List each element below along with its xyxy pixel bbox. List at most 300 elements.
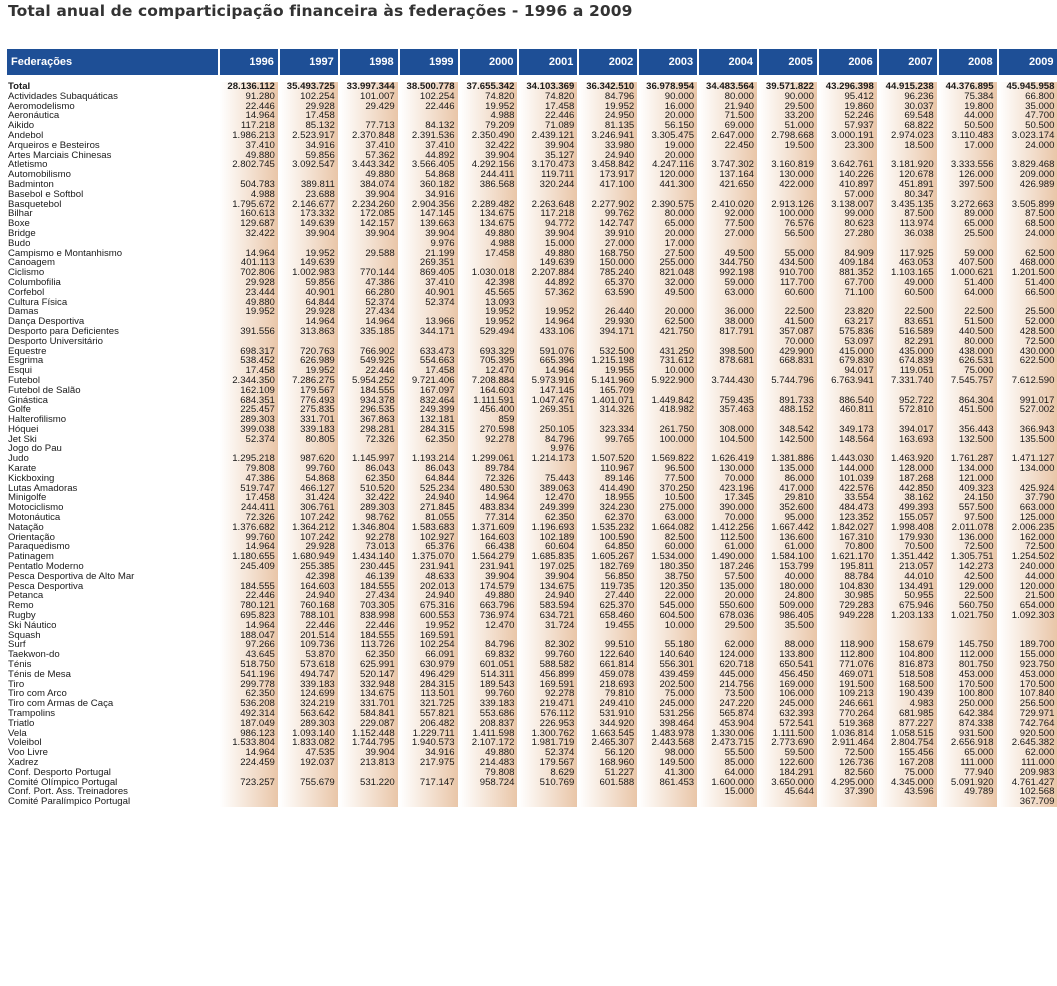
value-cell: 678.036 — [698, 611, 758, 621]
value-cell — [459, 797, 519, 807]
value-cell: 117.925 — [878, 249, 938, 259]
value-cell: 32.000 — [638, 278, 698, 288]
value-cell: 134.675 — [459, 219, 519, 229]
value-cell: 22.446 — [518, 111, 578, 121]
value-cell: 62.350 — [339, 474, 399, 484]
value-cell: 459.078 — [578, 670, 638, 680]
value-cell: 3.642.761 — [818, 160, 878, 170]
value-cell: 463.053 — [878, 258, 938, 268]
value-cell: 19.952 — [459, 102, 519, 112]
value-cell: 187.268 — [878, 474, 938, 484]
federation-name-cell: Tiro — [7, 680, 219, 690]
value-cell: 101.039 — [818, 474, 878, 484]
value-cell: 187.049 — [219, 719, 279, 729]
value-cell: 41.500 — [758, 317, 818, 327]
table-header-row — [7, 49, 1057, 75]
value-cell: 394.017 — [878, 425, 938, 435]
value-cell: 123.352 — [818, 513, 878, 523]
value-cell: 2.410.020 — [698, 200, 758, 210]
value-cell: 72.500 — [998, 542, 1057, 552]
value-cell: 36.978.954 — [638, 82, 698, 92]
value-cell: 96.500 — [638, 464, 698, 474]
value-cell: 600.553 — [399, 611, 459, 621]
value-cell: 1.152.448 — [339, 729, 399, 739]
table-row — [7, 327, 1057, 337]
value-cell: 1.111.591 — [459, 396, 519, 406]
value-cell: 19.955 — [578, 366, 638, 376]
value-cell: 1.295.218 — [219, 454, 279, 464]
value-cell: 560.750 — [938, 601, 998, 611]
value-cell: 119.051 — [878, 366, 938, 376]
value-cell: 891.733 — [758, 396, 818, 406]
federation-name-cell: Comité Olímpico Portugal — [7, 778, 219, 788]
value-cell: 2.523.917 — [279, 131, 339, 141]
value-cell: 135.000 — [698, 582, 758, 592]
value-cell: 15.000 — [518, 239, 578, 249]
value-cell: 3.435.135 — [878, 200, 938, 210]
value-cell: 1.471.127 — [998, 454, 1057, 464]
value-cell: 92.278 — [518, 689, 578, 699]
value-cell: 6.763.941 — [818, 376, 878, 386]
value-cell: 14.964 — [518, 366, 578, 376]
value-cell: 213.813 — [339, 758, 399, 768]
table-row — [7, 405, 1057, 415]
value-cell — [518, 787, 578, 797]
value-cell: 331.701 — [279, 415, 339, 425]
value-cell: 3.305.475 — [638, 131, 698, 141]
value-cell: 59.856 — [279, 151, 339, 161]
value-cell: 160.613 — [219, 209, 279, 219]
value-cell: 89.784 — [459, 464, 519, 474]
value-cell: 20.000 — [638, 307, 698, 317]
federation-name-cell: Jet Ski — [7, 435, 219, 445]
value-cell: 801.750 — [938, 660, 998, 670]
federation-name-cell: Remo — [7, 601, 219, 611]
value-cell: 184.555 — [339, 631, 399, 641]
value-cell: 1.507.520 — [578, 454, 638, 464]
value-cell: 492.314 — [219, 709, 279, 719]
value-cell: 62.370 — [578, 513, 638, 523]
value-cell: 77.500 — [638, 474, 698, 484]
value-cell: 19.952 — [578, 102, 638, 112]
value-cell: 124.000 — [698, 650, 758, 660]
value-cell: 125.000 — [998, 513, 1057, 523]
value-cell: 5.744.796 — [758, 376, 818, 386]
value-cell — [818, 797, 878, 807]
value-cell: 1.346.804 — [339, 523, 399, 533]
value-cell: 231.941 — [459, 562, 519, 572]
value-cell: 155.057 — [878, 513, 938, 523]
value-cell: 2.277.902 — [578, 200, 638, 210]
value-cell: 170.500 — [938, 680, 998, 690]
value-cell: 397.500 — [938, 180, 998, 190]
value-cell: 69.548 — [878, 111, 938, 121]
federation-name-cell: Comité Paralímpico Portugal — [7, 797, 219, 807]
value-cell: 96.236 — [878, 92, 938, 102]
value-cell: 348.542 — [758, 425, 818, 435]
value-cell: 556.301 — [638, 660, 698, 670]
value-cell: 39.904 — [339, 748, 399, 758]
value-cell: 66.280 — [339, 288, 399, 298]
value-cell — [938, 621, 998, 631]
value-cell: 75.384 — [938, 92, 998, 102]
value-cell: 22.500 — [758, 307, 818, 317]
value-cell: 2.006.235 — [998, 523, 1057, 533]
value-cell: 64.850 — [578, 542, 638, 552]
value-cell: 70.000 — [698, 474, 758, 484]
value-cell: 19.952 — [459, 317, 519, 327]
value-cell: 72.500 — [818, 748, 878, 758]
value-cell: 94.772 — [518, 219, 578, 229]
federation-name-cell: Kickboxing — [7, 474, 219, 484]
value-cell: 17.458 — [399, 366, 459, 376]
value-cell: 80.000 — [938, 337, 998, 347]
value-cell: 94.017 — [818, 366, 878, 376]
value-cell: 384.074 — [339, 180, 399, 190]
value-cell: 42.500 — [938, 572, 998, 582]
value-cell: 550.600 — [698, 601, 758, 611]
value-cell: 120.000 — [638, 170, 698, 180]
federation-name-cell: Pentatlo Moderno — [7, 562, 219, 572]
value-cell: 27.000 — [578, 239, 638, 249]
value-cell: 17.458 — [219, 493, 279, 503]
value-cell: 869.405 — [399, 268, 459, 278]
value-cell: 1.193.214 — [399, 454, 459, 464]
value-cell: 190.439 — [878, 689, 938, 699]
value-cell: 98.000 — [638, 748, 698, 758]
value-cell: 584.841 — [339, 709, 399, 719]
federation-name-cell: Judo — [7, 454, 219, 464]
value-cell: 2.465.307 — [578, 738, 638, 748]
value-cell: 73.500 — [698, 689, 758, 699]
value-cell: 20.000 — [638, 229, 698, 239]
value-cell: 104.800 — [878, 650, 938, 660]
value-cell: 1.111.500 — [758, 729, 818, 739]
value-cell: 84.132 — [399, 121, 459, 131]
value-cell: 931.500 — [938, 729, 998, 739]
value-cell: 50.500 — [998, 121, 1057, 131]
value-cell: 39.904 — [339, 229, 399, 239]
value-cell: 2.390.575 — [638, 200, 698, 210]
value-cell: 423.196 — [698, 484, 758, 494]
table-row — [7, 92, 1057, 102]
value-cell: 44.892 — [399, 151, 459, 161]
value-cell: 25.500 — [938, 229, 998, 239]
value-cell: 149.639 — [518, 258, 578, 268]
value-cell: 44.892 — [518, 278, 578, 288]
value-cell: 2.473.715 — [698, 738, 758, 748]
value-cell — [518, 797, 578, 807]
value-cell: 1.196.693 — [518, 523, 578, 533]
value-cell: 1.685.835 — [518, 552, 578, 562]
value-cell: 65.000 — [638, 219, 698, 229]
value-cell: 99.765 — [578, 435, 638, 445]
value-cell: 296.535 — [339, 405, 399, 415]
value-cell — [219, 787, 279, 797]
value-cell: 49.000 — [878, 278, 938, 288]
value-cell: 90.000 — [638, 92, 698, 102]
value-cell: 53.097 — [818, 337, 878, 347]
value-cell: 27.434 — [339, 307, 399, 317]
value-cell: 2.911.464 — [818, 738, 878, 748]
value-cell: 19.952 — [279, 366, 339, 376]
value-cell: 1.145.997 — [339, 454, 399, 464]
value-cell: 693.329 — [459, 347, 519, 357]
value-cell: 57.500 — [698, 572, 758, 582]
value-cell: 245.409 — [219, 562, 279, 572]
value-cell: 66.438 — [459, 542, 519, 552]
value-cell: 197.025 — [518, 562, 578, 572]
value-cell: 188.047 — [219, 631, 279, 641]
value-cell: 1.215.198 — [578, 356, 638, 366]
value-cell: 57.362 — [339, 151, 399, 161]
table-row — [7, 200, 1057, 210]
federation-name-cell: Ski Náutico — [7, 621, 219, 631]
value-cell: 414.490 — [578, 484, 638, 494]
value-cell: 494.747 — [279, 670, 339, 680]
value-cell: 97.266 — [219, 640, 279, 650]
value-cell: 64.000 — [938, 288, 998, 298]
value-cell: 62.000 — [698, 640, 758, 650]
value-cell: 3.566.405 — [399, 160, 459, 170]
value-cell: 531.256 — [638, 709, 698, 719]
table-row — [7, 689, 1057, 699]
federation-name-cell: Conf. Desporto Portugal — [7, 768, 219, 778]
value-cell: 13.093 — [459, 298, 519, 308]
value-cell: 36.000 — [698, 307, 758, 317]
value-cell: 401.113 — [219, 258, 279, 268]
value-cell: 47.386 — [339, 278, 399, 288]
value-cell: 356.443 — [938, 425, 998, 435]
value-cell: 142.157 — [339, 219, 399, 229]
value-cell: 29.928 — [219, 278, 279, 288]
value-cell: 134.675 — [518, 582, 578, 592]
value-cell: 339.183 — [279, 680, 339, 690]
value-cell: 634.721 — [518, 611, 578, 621]
value-cell: 702.806 — [219, 268, 279, 278]
value-cell: 723.257 — [219, 778, 279, 788]
value-cell: 780.121 — [219, 601, 279, 611]
value-cell: 24.950 — [578, 111, 638, 121]
value-cell: 398.500 — [698, 347, 758, 357]
value-cell: 1.533.804 — [219, 738, 279, 748]
value-cell: 71.500 — [698, 111, 758, 121]
value-cell: 1.569.822 — [638, 454, 698, 464]
value-cell: 180.000 — [758, 582, 818, 592]
value-cell: 72.326 — [459, 474, 519, 484]
value-cell: 275.000 — [638, 503, 698, 513]
value-cell: 429.900 — [758, 347, 818, 357]
value-cell: 625.991 — [339, 660, 399, 670]
value-cell: 1.534.000 — [638, 552, 698, 562]
federation-name-cell: Actividades Subaquáticas — [7, 92, 219, 102]
value-cell: 255.385 — [279, 562, 339, 572]
federation-name-cell: Motociclismo — [7, 503, 219, 513]
value-cell: 9.976 — [399, 239, 459, 249]
value-cell: 661.814 — [578, 660, 638, 670]
value-cell: 23.444 — [219, 288, 279, 298]
value-cell: 422.576 — [818, 484, 878, 494]
value-cell: 878.681 — [698, 356, 758, 366]
value-cell: 1.036.814 — [818, 729, 878, 739]
federation-name-cell: Bilhar — [7, 209, 219, 219]
value-cell: 407.500 — [938, 258, 998, 268]
value-cell: 59.856 — [279, 278, 339, 288]
value-cell: 39.904 — [459, 572, 519, 582]
value-cell: 49.880 — [518, 249, 578, 259]
value-cell: 67.700 — [818, 278, 878, 288]
value-cell: 456.899 — [518, 670, 578, 680]
value-cell: 172.085 — [339, 209, 399, 219]
federation-name-cell: Desporto para Deficientes — [7, 327, 219, 337]
value-cell: 132.181 — [399, 415, 459, 425]
value-cell: 89.000 — [938, 209, 998, 219]
value-cell: 81.055 — [399, 513, 459, 523]
federation-name-cell: Taekwon-do — [7, 650, 219, 660]
value-cell: 770.144 — [339, 268, 399, 278]
value-cell: 133.800 — [758, 650, 818, 660]
value-cell: 2.263.648 — [518, 200, 578, 210]
value-cell: 306.761 — [279, 503, 339, 513]
value-cell: 1.564.279 — [459, 552, 519, 562]
value-cell: 1.583.683 — [399, 523, 459, 533]
value-cell: 25.500 — [998, 307, 1057, 317]
value-cell: 12.470 — [518, 493, 578, 503]
value-cell: 17.458 — [459, 249, 519, 259]
value-cell: 604.500 — [638, 611, 698, 621]
value-cell: 17.000 — [638, 239, 698, 249]
value-cell: 10.000 — [638, 366, 698, 376]
value-cell: 104.500 — [698, 435, 758, 445]
value-cell: 23.820 — [818, 307, 878, 317]
value-cell: 87.500 — [878, 209, 938, 219]
value-cell: 2.344.350 — [219, 376, 279, 386]
value-cell: 1.058.515 — [878, 729, 938, 739]
value-cell: 24.940 — [279, 591, 339, 601]
value-cell: 1.371.609 — [459, 523, 519, 533]
value-cell: 62.500 — [638, 317, 698, 327]
header-year: 1999 — [399, 49, 459, 75]
value-cell: 1.761.287 — [938, 454, 998, 464]
value-cell: 731.612 — [638, 356, 698, 366]
value-cell: 86.000 — [758, 474, 818, 484]
value-cell: 44.000 — [938, 111, 998, 121]
value-cell: 51.227 — [578, 768, 638, 778]
value-cell: 50.500 — [938, 121, 998, 131]
value-cell: 41.300 — [638, 768, 698, 778]
value-cell: 184.555 — [339, 582, 399, 592]
value-cell: 164.603 — [459, 533, 519, 543]
value-cell: 63.000 — [698, 288, 758, 298]
value-cell: 76.576 — [758, 219, 818, 229]
value-cell: 99.762 — [578, 209, 638, 219]
value-cell: 49.880 — [219, 298, 279, 308]
value-cell: 244.411 — [459, 170, 519, 180]
value-cell: 717.147 — [399, 778, 459, 788]
value-cell: 75.000 — [638, 689, 698, 699]
value-cell: 357.463 — [698, 405, 758, 415]
federation-name-cell: Ténis de Mesa — [7, 670, 219, 680]
value-cell: 136.000 — [938, 533, 998, 543]
header-year: 1996 — [219, 49, 279, 75]
value-cell: 111.000 — [938, 758, 998, 768]
federation-name-cell: Xadrez — [7, 758, 219, 768]
value-cell: 189.700 — [998, 640, 1057, 650]
value-cell: 22.500 — [878, 307, 938, 317]
value-cell: 1.330.006 — [698, 729, 758, 739]
value-cell: 468.000 — [998, 258, 1057, 268]
value-cell: 99.760 — [459, 689, 519, 699]
value-cell: 488.152 — [758, 405, 818, 415]
value-cell: 71.100 — [818, 288, 878, 298]
federation-name-cell: Basquetebol — [7, 200, 219, 210]
value-cell: 49.880 — [459, 229, 519, 239]
value-cell: 140.226 — [818, 170, 878, 180]
value-cell: 22.450 — [698, 141, 758, 151]
value-cell: 247.220 — [698, 699, 758, 709]
value-cell: 168.750 — [578, 249, 638, 259]
value-cell — [279, 797, 339, 807]
value-cell: 428.500 — [998, 327, 1057, 337]
federation-name-cell: Pesca Desportiva de Alto Mar — [7, 572, 219, 582]
value-cell: 102.568 — [998, 787, 1057, 797]
value-cell: 9.976 — [518, 444, 578, 454]
table-row — [7, 797, 1057, 807]
value-cell: 132.500 — [938, 435, 998, 445]
value-cell — [279, 787, 339, 797]
value-cell: 770.264 — [818, 709, 878, 719]
value-cell: 19.952 — [219, 307, 279, 317]
value-cell: 120.678 — [878, 170, 938, 180]
value-cell: 48.633 — [399, 572, 459, 582]
value-cell: 112.000 — [938, 650, 998, 660]
table-row — [7, 111, 1057, 121]
value-cell: 64.844 — [279, 298, 339, 308]
value-cell: 421.650 — [698, 180, 758, 190]
value-cell: 766.902 — [339, 347, 399, 357]
value-cell: 219.471 — [518, 699, 578, 709]
value-cell: 1.412.256 — [698, 523, 758, 533]
value-cell: 573.618 — [279, 660, 339, 670]
value-cell: 10.000 — [638, 621, 698, 631]
value-cell: 2.804.754 — [878, 738, 938, 748]
value-cell: 51.400 — [998, 278, 1057, 288]
federation-name-cell: Aikido — [7, 121, 219, 131]
federation-name-cell: Rugby — [7, 611, 219, 621]
value-cell: 698.317 — [219, 347, 279, 357]
value-cell — [339, 787, 399, 797]
value-cell: 29.930 — [578, 317, 638, 327]
value-cell: 109.736 — [279, 640, 339, 650]
value-cell: 100.000 — [758, 209, 818, 219]
value-cell: 923.750 — [998, 660, 1057, 670]
value-cell: 24.150 — [938, 493, 998, 503]
federation-name-cell: Basebol e Softbol — [7, 190, 219, 200]
value-cell: 705.395 — [459, 356, 519, 366]
federations-table — [7, 49, 1057, 807]
value-cell: 519.368 — [818, 719, 878, 729]
value-cell — [459, 787, 519, 797]
value-cell: 565.874 — [698, 709, 758, 719]
value-cell: 56.150 — [638, 121, 698, 131]
value-cell: 1.483.978 — [638, 729, 698, 739]
value-cell: 162.109 — [219, 386, 279, 396]
value-cell: 2.913.126 — [758, 200, 818, 210]
value-cell: 1.667.442 — [758, 523, 818, 533]
value-cell: 1.351.442 — [878, 552, 938, 562]
federation-name-cell: Boxe — [7, 219, 219, 229]
value-cell: 82.500 — [638, 533, 698, 543]
